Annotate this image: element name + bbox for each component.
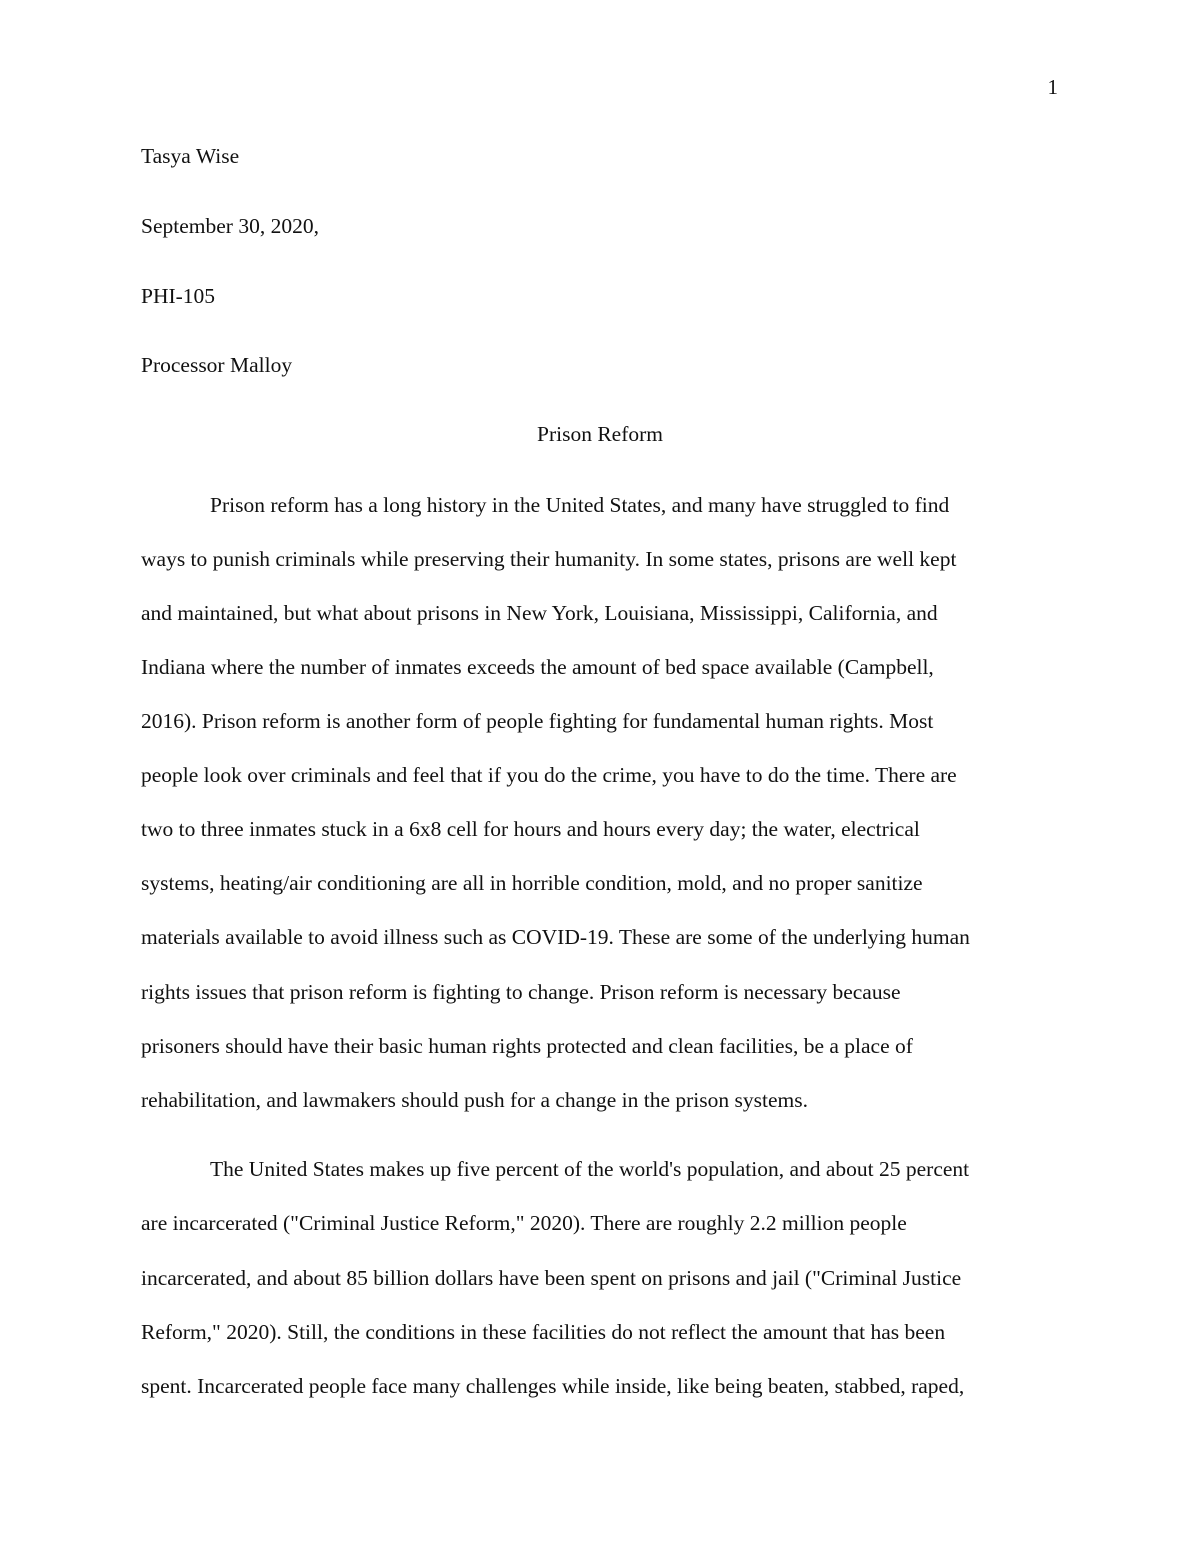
paragraph-2-line: Reform," 2020). Still, the conditions in these facilities do not reflect the amount that has been [141, 1320, 946, 1344]
paragraph-2-line: The United States makes up five percent of the world's population, and about 25 percent [210, 1157, 970, 1181]
paragraph-1-line: people look over criminals and feel that if you do the crime, you have to do the time. There are [141, 763, 957, 787]
paragraph-1-line: systems, heating/air conditioning are all in horrible condition, mold, and no proper sanitize [141, 871, 923, 895]
paragraph-1-line: rehabilitation, and lawmakers should push for a change in the prison systems. [141, 1088, 808, 1112]
submission-date: September 30, 2020, [141, 214, 319, 238]
paragraph-1-line: two to three inmates stuck in a 6x8 cell for hours and hours every day; the water, electrical [141, 817, 920, 841]
paragraph-1-line: Indiana where the number of inmates exceeds the amount of bed space available (Campbell, [141, 655, 934, 679]
paragraph-1-line: and maintained, but what about prisons in New York, Louisiana, Mississippi, California, and [141, 601, 938, 625]
paragraph-2-line: incarcerated, and about 85 billion dollars have been spent on prisons and jail ("Criminal Justice [141, 1266, 962, 1290]
page-number: 1 [1047, 75, 1058, 99]
paragraph-2-line: are incarcerated ("Criminal Justice Reform," 2020). There are roughly 2.2 million people [141, 1211, 907, 1235]
paragraph-2-line: spent. Incarcerated people face many challenges while inside, like being beaten, stabbed, raped, [141, 1374, 965, 1398]
author-name: Tasya Wise [141, 144, 240, 168]
paragraph-1-line: ways to punish criminals while preserving their humanity. In some states, prisons are well kept [141, 547, 957, 571]
paragraph-1-line: prisoners should have their basic human rights protected and clean facilities, be a place of [141, 1034, 913, 1058]
paragraph-1-line: Prison reform has a long history in the United States, and many have struggled to find [210, 493, 950, 517]
paragraph-1-line: rights issues that prison reform is fighting to change. Prison reform is necessary because [141, 980, 901, 1004]
essay-title: Prison Reform [536, 422, 663, 446]
paragraph-1-line: materials available to avoid illness such as COVID-19. These are some of the underlying human [141, 925, 970, 949]
instructor-name: Processor Malloy [141, 353, 293, 377]
paragraph-1-line: 2016). Prison reform is another form of people fighting for fundamental human rights. Most [141, 709, 934, 733]
course-code: PHI-105 [141, 284, 216, 308]
